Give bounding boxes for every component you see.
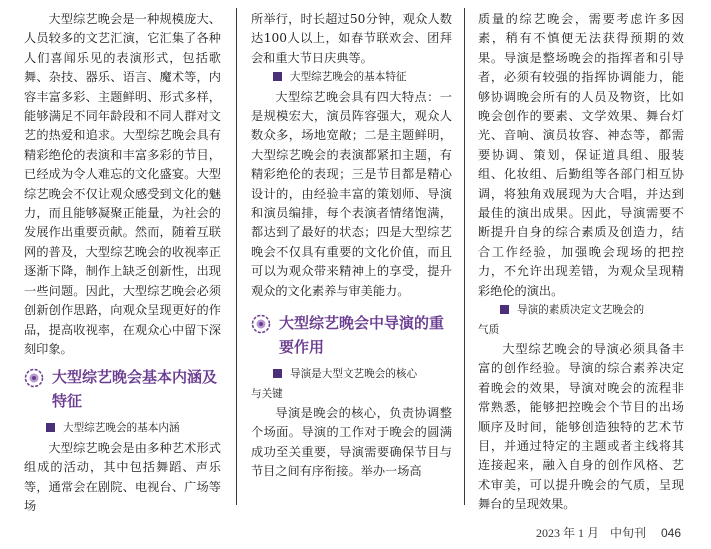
paragraph: 大型综艺晚会的导演必须具备丰富的创作经验。导演的综合素养决定着晚会的效果，导演对晚会的流程非常熟悉，能够把控晚会个节目的出场顺序及时间，能够创造独特的艺术节目，并通过特定的主题或者主线将其连接起来，融入自身的创作风格、艺术审美，可以提升晚会的气质，呈现舞台的呈现效果。 bbox=[478, 341, 684, 512]
page-footer bbox=[528, 524, 681, 541]
column-divider bbox=[236, 8, 237, 505]
subheading: 大型综艺晚会的基本内涵 bbox=[24, 419, 221, 438]
subheading-continuation: 气质 bbox=[478, 323, 500, 336]
column-1 bbox=[24, 10, 221, 516]
paragraph: 导演是晚会的核心，负责协调整个场面。导演的工作对于晚会的圆满成功至关重要，导演需要确保节目与节目之间有序衔接。举办一场高 bbox=[251, 405, 452, 479]
column-3 bbox=[478, 10, 684, 515]
section-heading-text: 大型综艺晚会中导演的重要作用 bbox=[279, 314, 445, 357]
paragraph: 大型综艺晚会具有四大特点：一是规模宏大，演员阵容强大，观众人数众多，场地宽敞；二是主题鲜明，大型综艺晚会的表演都紧扣主题，有精彩绝伦的表现；三是节目都是精心设计的，由经验丰富的策划师、导演和演员编排，每个表演者情绪饱满，都达到了最好的状态；四是大型综艺晚会不仅具有重要的文化价值，而且可以为观众带来精神上的享受，提升观众的文化素养与审美能力。 bbox=[251, 89, 452, 298]
section-heading bbox=[24, 365, 221, 413]
square-bullet-icon bbox=[46, 423, 55, 432]
column-divider bbox=[464, 8, 465, 505]
subheading: 导演是大型文艺晚会的核心 bbox=[251, 365, 452, 384]
subheading: 大型综艺晚会的基本特征 bbox=[251, 68, 452, 87]
target-circle-icon bbox=[24, 368, 44, 388]
paragraph: 质量的综艺晚会，需要考虑许多因素，稍有不慎便无法获得预期的效果。导演是整场晚会的指挥者和引导者，必须有较强的指挥协调能力，能够协调晚会所有的人员及物资，比如晚会创作的要素、文学效果、舞台灯光、音响、演员妆容、神态等，都需要协调、策划，保证道具组、服装组、化妆组、后勤组等各部门相互协调，将独角戏展现为大合唱，并达到最佳的演出成果。因此，导演需要不断提升自身的综合素质及创造力，结合工作经验，加强晚会现场的把控力，不允许出现差错，为观众呈现精彩绝伦的演出。 bbox=[478, 12, 684, 298]
paragraph: 所举行，时长超过50分钟，观众人数达100人以上，如春节联欢会、团拜会和重大节日庆典等。 bbox=[251, 12, 452, 65]
magazine-name: 中旬刊 bbox=[609, 526, 646, 540]
paragraph: 大型综艺晚会是由多种艺术形式组成的活动，其中包括舞蹈、声乐等，通常会在剧院、电视台、广场等场 bbox=[24, 440, 221, 513]
subheading-continuation: 与关键 bbox=[251, 387, 283, 400]
square-bullet-icon bbox=[273, 369, 282, 378]
issue-date: 2023 年 1 月 bbox=[535, 526, 599, 540]
section-heading bbox=[251, 311, 452, 359]
square-bullet-icon bbox=[273, 72, 282, 81]
section-heading-text: 大型综艺晚会基本内涵及特征 bbox=[52, 368, 218, 411]
target-circle-icon bbox=[251, 314, 271, 334]
subheading: 导演的素质决定文艺晚会的 bbox=[478, 301, 684, 320]
column-2 bbox=[251, 10, 452, 482]
paragraph: 大型综艺晚会是一种规模庞大、人员较多的文艺汇演，它汇集了各种人们喜闻乐见的表演形式，包括歌舞、杂技、器乐、语言、魔术等，内容丰富多彩、主题鲜明、形式多样，能够满足不同年龄段和不同人群对文艺的热爱和追求。大型综艺晚会具有精彩绝伦的表演和丰富多彩的节目，已经成为令人难忘的文化盛宴。大型综艺晚会不仅让观众感受到文化的魅力，而且能够凝聚正能量，为社会的发展作出重要贡献。然而，随着互联网的普及，大型综艺晚会的收视率正逐渐下降，制作上缺乏创新性，出现一些问题。因此，大型综艺晚会必须创新创作思路，向观众呈现更好的作品，提高收视率，在观众心中留下深刻印象。 bbox=[24, 12, 221, 356]
square-bullet-icon bbox=[500, 305, 509, 314]
page-number: 046 bbox=[660, 526, 681, 540]
